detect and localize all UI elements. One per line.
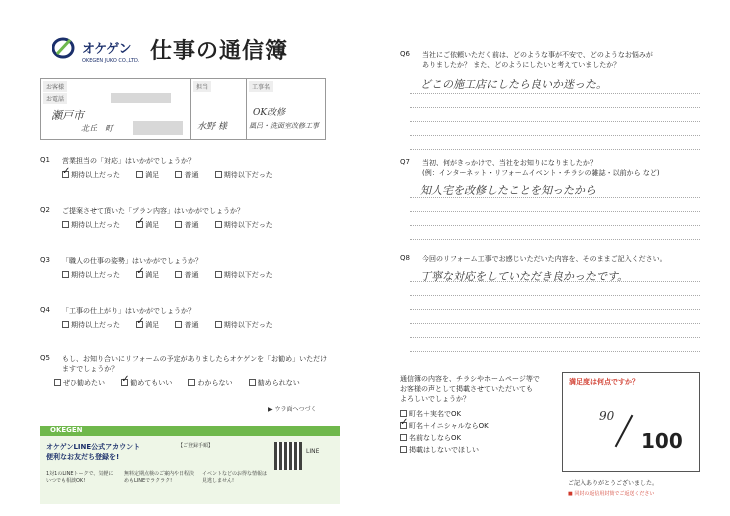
question-number: Q1	[40, 156, 50, 164]
redacted-tel	[111, 93, 171, 103]
work-value-1: OK改修	[253, 108, 286, 118]
question-number: Q3	[40, 256, 50, 264]
option-checkbox[interactable]	[62, 270, 120, 280]
question-text: ご提案させて頂いた「プラン内容」はいかがでしょうか？	[62, 207, 244, 215]
question-text: 当社にご依頼いただく前は、どのような事が不安で、どのようなお悩みが	[422, 51, 653, 59]
options	[62, 270, 287, 280]
checkbox-icon[interactable]	[249, 379, 256, 386]
question-text-2: (例：インターネット・リフォームイベント・チラシの雑誌・以前から など)	[422, 169, 660, 177]
permission-options	[400, 408, 489, 456]
checkbox-icon[interactable]	[215, 271, 222, 278]
option-label: 期待以上だった	[71, 171, 120, 179]
question-number: Q7	[400, 158, 410, 166]
score-box	[562, 372, 700, 472]
redacted-address	[133, 121, 183, 135]
company-name-en: OKEGEN JUKO CO.,LTD.	[82, 58, 140, 64]
option-label: 勧めてもいい	[130, 379, 173, 387]
option-checkbox[interactable]	[215, 320, 273, 330]
option-checkbox[interactable]	[54, 378, 105, 388]
checkbox-icon[interactable]	[400, 410, 407, 417]
option-checkbox[interactable]	[215, 220, 273, 230]
qr-label: LINE	[306, 448, 320, 455]
question-text-2: ますでしょうか？	[62, 365, 119, 373]
question-text: もし、お知り合いにリフォームの予定がありましたらオケゲンを「お勧め」いただけ	[62, 355, 328, 363]
question-6	[400, 50, 653, 69]
customer-city: 瀬戸市	[51, 109, 84, 122]
banner-title-1: オケゲンLINE公式アカウント	[46, 443, 141, 451]
options	[62, 320, 287, 330]
checkbox-icon[interactable]	[188, 379, 195, 386]
tel-label: お電話	[43, 93, 67, 104]
option-label: 普通	[184, 221, 199, 229]
option-checkbox[interactable]	[136, 170, 159, 180]
checkbox-checked-icon[interactable]	[136, 321, 143, 328]
customer-cell	[41, 79, 191, 139]
option-label: わからない	[197, 379, 233, 387]
question-text: 営業担当の「対応」はいかがでしょうか？	[62, 157, 195, 165]
score-header: 満足度は何点ですか？	[569, 378, 639, 386]
options	[62, 170, 287, 180]
option-label: 町名＋イニシャルならOK	[409, 422, 489, 430]
continue-note: ▶ ウラ面へつづく	[268, 406, 317, 413]
question-text: 「職人の仕事の姿勢」はいかがでしょうか？	[62, 257, 202, 265]
checkbox-checked-icon[interactable]	[62, 171, 69, 178]
checkbox-checked-icon[interactable]	[136, 221, 143, 228]
option-label: 期待以下だった	[223, 271, 273, 279]
qr-code-icon[interactable]	[274, 442, 302, 470]
checkbox-checked-icon[interactable]	[400, 422, 407, 429]
answer-q6: どこの施工店にしたら良いか迷った。	[420, 78, 607, 91]
banner-title-2: 便利なお友だち登録を!	[46, 453, 120, 461]
options	[62, 220, 287, 230]
thanks-text: ご記入ありがとうございました。	[568, 480, 659, 487]
score-max: 100	[641, 429, 683, 453]
option-checkbox[interactable]	[175, 320, 198, 330]
option-label: 期待以上だった	[71, 221, 120, 229]
option-checkbox[interactable]	[249, 378, 300, 388]
checkbox-icon[interactable]	[215, 221, 222, 228]
option-checkbox[interactable]	[175, 220, 198, 230]
option-label: 期待以上だった	[71, 271, 120, 279]
checkbox-icon[interactable]	[215, 321, 222, 328]
work-label: 工事名	[249, 81, 273, 92]
checkbox-checked-icon[interactable]	[136, 271, 143, 278]
option-label: 満足	[145, 221, 160, 229]
banner-header: OKEGEN	[40, 426, 340, 436]
staff-cell	[191, 79, 247, 139]
option-label: 満足	[145, 271, 160, 279]
checkbox-icon[interactable]	[62, 321, 69, 328]
banner-note-1: 【ご登録手順】	[178, 443, 214, 449]
option-checkbox[interactable]	[215, 170, 273, 180]
question-number: Q5	[40, 354, 50, 362]
option-label: 期待以下だった	[223, 221, 273, 229]
question-text: 当初、何がきっかけで、当社をお知りになりましたか？	[422, 159, 597, 167]
option-label: 普通	[184, 321, 199, 329]
question-number: Q6	[400, 50, 410, 58]
option-checkbox[interactable]	[121, 378, 172, 388]
option-checkbox[interactable]	[62, 220, 120, 230]
answer-q7: 知人宅を改修したことを知ったから	[420, 184, 596, 197]
option-label: 勧められない	[257, 379, 300, 387]
option-checkbox[interactable]	[136, 270, 159, 280]
question-number: Q2	[40, 206, 50, 214]
option-label: 期待以下だった	[223, 171, 273, 179]
name-label: お客様	[43, 81, 67, 92]
option-checkbox[interactable]	[136, 320, 159, 330]
checkbox-icon[interactable]	[136, 171, 143, 178]
checkbox-icon[interactable]	[62, 221, 69, 228]
checkbox-icon[interactable]	[400, 446, 407, 453]
option-checkbox[interactable]	[175, 270, 198, 280]
option-label: 掲載はしないでほしい	[409, 446, 479, 454]
score-slash	[615, 415, 634, 448]
line-banner	[40, 426, 340, 504]
return-note: ■ 同封の返信用封筒でご返送ください	[568, 491, 655, 497]
option-checkbox[interactable]	[62, 320, 120, 330]
checkbox-icon[interactable]	[175, 271, 182, 278]
question-number: Q4	[40, 306, 50, 314]
question-number: Q8	[400, 254, 410, 262]
checkbox-icon[interactable]	[54, 379, 61, 386]
question-text-2: ありましたか？ また、どのようにしたいと考えていましたか？	[422, 61, 621, 69]
permission-text-3: よろしいでしょうか？	[400, 395, 470, 403]
checkbox-icon[interactable]	[215, 171, 222, 178]
option-label: 名前なしならOK	[409, 434, 462, 442]
option-label: 町名＋実名でOK	[409, 410, 462, 418]
checkbox-checked-icon[interactable]	[121, 379, 128, 386]
logo-mark-icon	[52, 36, 82, 60]
option-label: 普通	[184, 271, 199, 279]
staff-value: 水野 様	[197, 122, 227, 132]
option-checkbox[interactable]	[136, 220, 159, 230]
option-label: ぜひ勧めたい	[63, 379, 105, 387]
option-checkbox[interactable]	[62, 170, 120, 180]
option-label: 満足	[145, 171, 160, 179]
options	[54, 378, 314, 388]
option-label: 普通	[184, 171, 199, 179]
company-name: オケゲン	[82, 42, 131, 57]
checkbox-icon[interactable]	[62, 271, 69, 278]
checkbox-icon[interactable]	[400, 434, 407, 441]
option-checkbox[interactable]	[175, 170, 198, 180]
question-7	[400, 158, 660, 177]
option-checkbox[interactable]	[400, 444, 489, 456]
customer-info-table	[40, 78, 326, 140]
page-title: 仕事の通信簿	[150, 39, 289, 64]
banner-note-2: 1対1のLINEトークで、気軽にいつでも相談OK!	[46, 471, 114, 484]
answer-q8: 丁寧な対応をしていただき良かったです。	[420, 270, 629, 283]
question-8	[400, 254, 667, 263]
permission-question	[400, 374, 540, 404]
checkbox-icon[interactable]	[175, 321, 182, 328]
option-label: 満足	[145, 321, 160, 329]
option-label: 期待以下だった	[223, 321, 273, 329]
option-checkbox[interactable]	[188, 378, 232, 388]
score-value: 90	[599, 409, 615, 423]
staff-label: 担当	[193, 81, 211, 92]
work-value-2: 風呂・洗面室改修工事	[249, 122, 319, 130]
option-checkbox[interactable]	[400, 432, 489, 444]
question-text: 今回のリフォーム工事でお感じいただいた内容を、そのままご記入ください。	[422, 255, 667, 263]
checkbox-icon[interactable]	[175, 171, 182, 178]
customer-address: 北丘 町	[81, 124, 113, 133]
banner-note-3: 無料定期点検のご案内や日程決めもLINEでラクラク!	[124, 471, 195, 484]
survey-sheet	[28, 14, 704, 504]
option-checkbox[interactable]	[400, 420, 489, 432]
option-checkbox[interactable]	[400, 408, 489, 420]
question-text: 「工事の仕上がり」はいかがでしょうか？	[62, 307, 195, 315]
option-checkbox[interactable]	[215, 270, 273, 280]
checkbox-icon[interactable]	[175, 221, 182, 228]
work-cell	[247, 79, 327, 139]
option-label: 期待以上だった	[71, 321, 120, 329]
permission-text-1: 通信簿の内容を、チラシやホームページ等で	[400, 375, 540, 383]
permission-text-2: お客様の声として掲載させていただいても	[400, 385, 533, 393]
banner-note-4: イベントなどのお得な情報は見逃しません!	[202, 471, 268, 484]
